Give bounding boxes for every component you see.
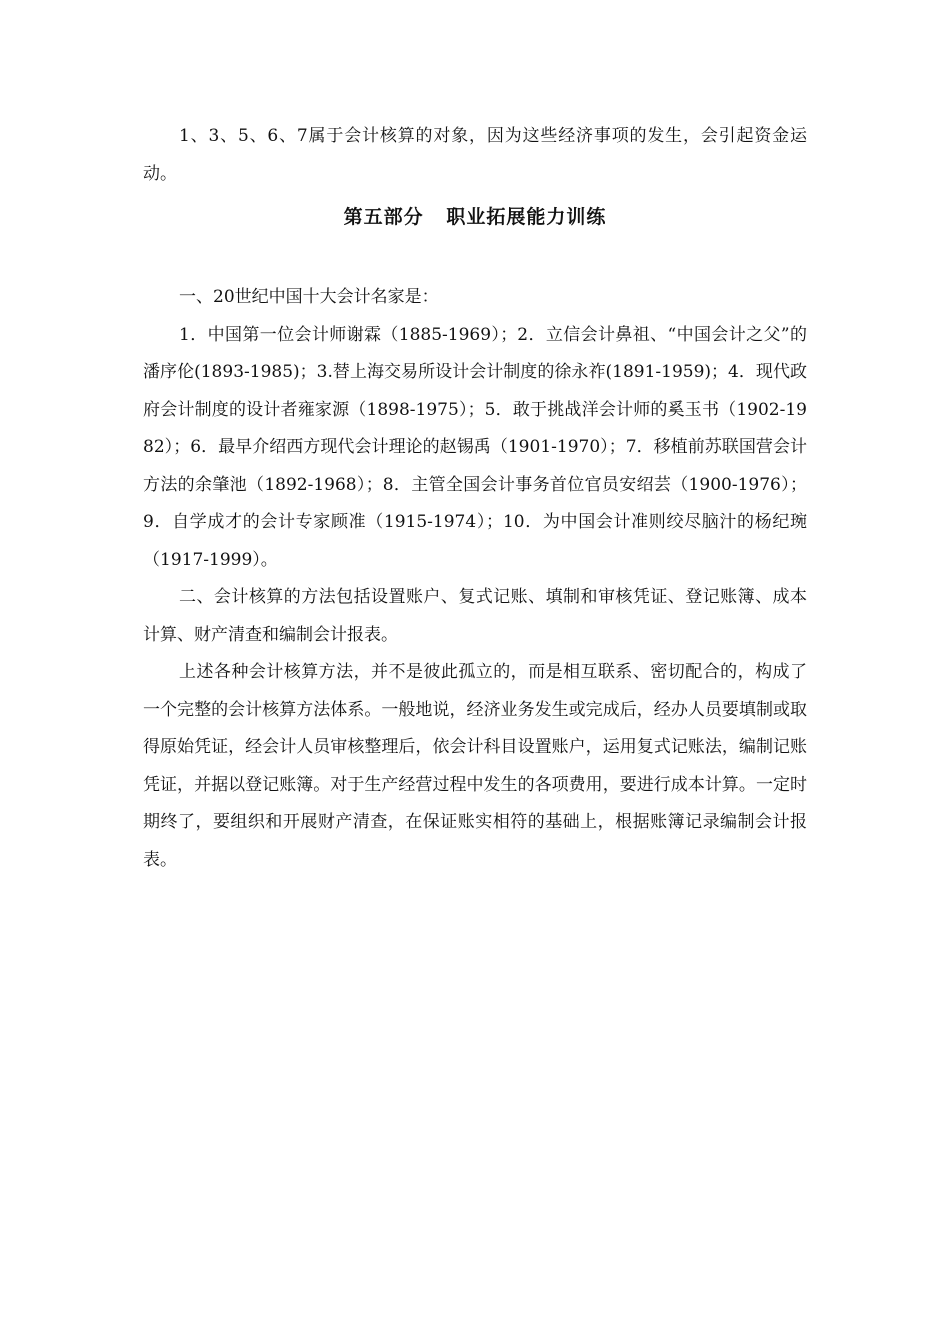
part1-list: 1．中国第一位会计师谢霖（1885-1969）；2．立信会计鼻祖、“中国会计之父”的潘序伦(1893-1985)；3.替上海交易所设计会计制度的徐永祚(1891-1959)；4．现代政府会计制度的设计者雍家源（1898-1975）；5．敢于挑战洋会计师的奚玉书（1902-1982）；6．最早介绍西方现代会计理论的赵锡禹（1901-1970）；7．移植前苏联国营会计方法的余肇池（1892-1968）；8．主管全国会计事务首位官员安绍芸（1900-1976）；9．自学成才的会计专家顾准（1915-1974）；10．为中国会计准则绞尽脑汁的杨纪琬（1917-1999）。 — [143, 324, 807, 570]
document-page — [143, 118, 807, 879]
spacer — [143, 241, 807, 279]
part2-paragraph: 二、会计核算的方法包括设置账户、复式记账、填制和审核凭证、登记账簿、成本计算、财产清查和编制会计报表。 — [143, 587, 807, 645]
section-heading: 第五部分 职业拓展能力训练 — [343, 206, 607, 228]
intro-paragraph: 1、3、5、6、7属于会计核算的对象，因为这些经济事项的发生，会引起资金运动。 — [143, 126, 807, 184]
part2-explanation: 上述各种会计核算方法，并不是彼此孤立的，而是相互联系、密切配合的，构成了一个完整的会计核算方法体系。一般地说，经济业务发生或完成后，经办人员要填制或取得原始凭证，经会计人员审核整理后，依会计科目设置账户，运用复式记账法，编制记账凭证，并据以登记账簿。对于生产经营过程中发生的各项费用，要进行成本计算。一定时期终了，要组织和开展财产清查，在保证账实相符的基础上，根据账簿记录编制会计报表。 — [143, 662, 807, 870]
part1-heading: 一、20世纪中国十大会计名家是： — [179, 287, 439, 307]
